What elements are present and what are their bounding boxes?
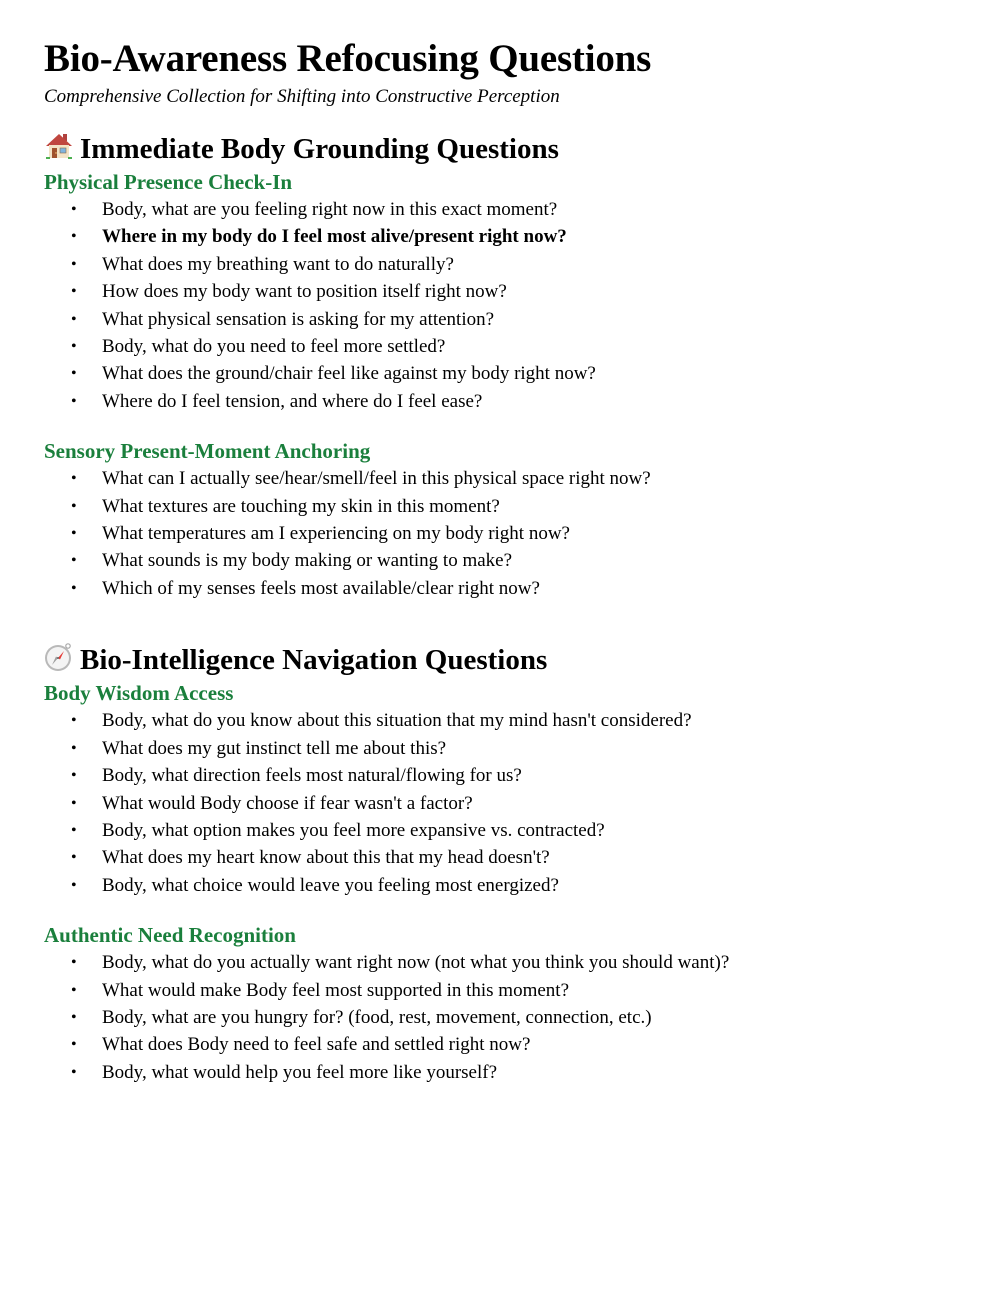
- bullet-icon: •: [71, 255, 77, 273]
- list-item: • What would make Body feel most supported in this moment?: [44, 977, 964, 1004]
- list-item: • Body, what do you know about this situation that my mind hasn't considered?: [44, 707, 964, 734]
- list-item: • What does my breathing want to do naturally?: [44, 251, 964, 278]
- list-item: • Body, what would help you feel more like yourself?: [44, 1059, 964, 1086]
- list-item: • Body, what are you hungry for? (food, rest, movement, connection, etc.): [44, 1004, 964, 1031]
- subsection-heading: Sensory Present-Moment Anchoring: [44, 439, 371, 464]
- subsection-physical-presence: [44, 168, 964, 415]
- compass-icon: [44, 642, 74, 672]
- bullet-icon: •: [71, 876, 77, 894]
- bullet-icon: •: [71, 470, 77, 488]
- list-item: • Body, what do you actually want right now (not what you think you should want)?: [44, 949, 964, 976]
- bullet-icon: •: [71, 1063, 77, 1081]
- list-item: • How does my body want to position itself right now?: [44, 278, 964, 305]
- document-title: Bio-Awareness Refocusing Questions: [44, 37, 652, 80]
- question-list: [44, 707, 964, 899]
- bullet-icon: •: [71, 794, 77, 812]
- bullet-icon: •: [71, 283, 77, 301]
- list-item: • Where do I feel tension, and where do I feel ease?: [44, 388, 964, 415]
- list-item: • Body, what direction feels most natural/flowing for us?: [44, 762, 964, 789]
- subsection-body-wisdom-access: [44, 679, 964, 899]
- list-item: • Which of my senses feels most available/clear right now?: [44, 575, 964, 602]
- section-heading-text: Immediate Body Grounding Questions: [80, 133, 559, 165]
- subsection-heading: Body Wisdom Access: [44, 681, 234, 706]
- list-item: • Where in my body do I feel most alive/present right now?: [44, 223, 964, 250]
- bullet-icon: •: [71, 228, 77, 246]
- list-item: • Body, what choice would leave you feeling most energized?: [44, 872, 964, 899]
- list-item: • Body, what do you need to feel more settled?: [44, 333, 964, 360]
- bullet-icon: •: [71, 821, 77, 839]
- subsection-heading: Physical Presence Check-In: [44, 170, 293, 194]
- list-item: • Body, what are you feeling right now in this exact moment?: [44, 196, 964, 223]
- list-item: • What does the ground/chair feel like against my body right now?: [44, 360, 964, 387]
- bullet-icon: •: [71, 954, 77, 972]
- list-item: • Body, what option makes you feel more expansive vs. contracted?: [44, 817, 964, 844]
- section-immediate-body-grounding: [44, 131, 964, 602]
- section-bio-intelligence-navigation: [44, 642, 964, 1086]
- bullet-icon: •: [71, 1036, 77, 1054]
- subsection-sensory-anchoring: [44, 437, 964, 602]
- bullet-icon: •: [71, 1008, 77, 1026]
- bullet-icon: •: [71, 201, 77, 218]
- subsection-authentic-need-recognition: [44, 921, 964, 1086]
- subsection-heading: Authentic Need Recognition: [44, 923, 296, 948]
- list-item: • What does my gut instinct tell me about this?: [44, 735, 964, 762]
- bullet-icon: •: [71, 392, 77, 410]
- section-heading: [44, 131, 964, 167]
- bullet-icon: •: [71, 365, 77, 383]
- list-item: • What textures are touching my skin in this moment?: [44, 493, 964, 520]
- bullet-icon: •: [71, 338, 77, 356]
- list-item: • What physical sensation is asking for my attention?: [44, 306, 964, 333]
- list-item: • What can I actually see/hear/smell/feel in this physical space right now?: [44, 465, 964, 492]
- question-list: [44, 949, 964, 1086]
- section-heading-text: Bio-Intelligence Navigation Questions: [80, 644, 548, 677]
- list-item: • What does my heart know about this that my head doesn't?: [44, 844, 964, 871]
- list-item: • What sounds is my body making or wanting to make?: [44, 547, 964, 574]
- list-item: • What temperatures am I experiencing on my body right now?: [44, 520, 964, 547]
- section-heading: [44, 642, 964, 678]
- bullet-icon: •: [71, 712, 77, 730]
- bullet-icon: •: [71, 849, 77, 867]
- question-list: [44, 465, 964, 602]
- bullet-icon: •: [71, 579, 77, 597]
- bullet-icon: •: [71, 552, 77, 570]
- list-item: • What would Body choose if fear wasn't a factor?: [44, 790, 964, 817]
- bullet-icon: •: [71, 525, 77, 543]
- list-item: • What does Body need to feel safe and settled right now?: [44, 1031, 964, 1058]
- bullet-icon: •: [71, 739, 77, 757]
- question-list: [44, 196, 964, 415]
- bullet-icon: •: [71, 497, 77, 515]
- bullet-icon: •: [71, 310, 77, 328]
- bullet-icon: •: [71, 981, 77, 999]
- document-page: [44, 36, 964, 1086]
- bullet-icon: •: [71, 767, 77, 785]
- house-icon: [44, 131, 74, 161]
- document-subtitle: Comprehensive Collection for Shifting into Constructive Perception: [44, 86, 560, 107]
